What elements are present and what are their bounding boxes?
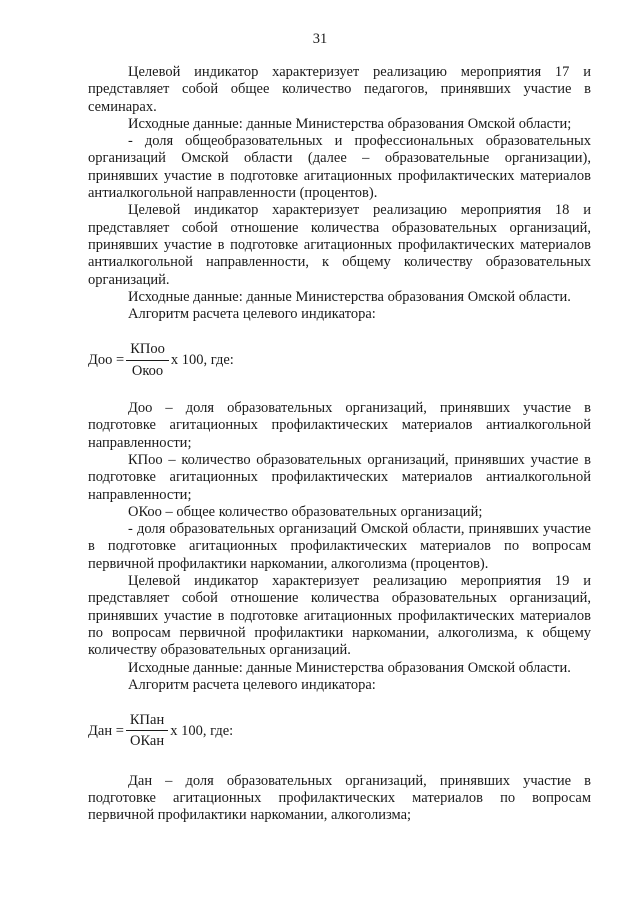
- paragraph: - доля общеобразовательных и профессиональных образовательных организаций Омской области (далее – образовательные организации), принявших участие в подготовке агитационных профилактических материалов антиалкогольной направленности (процентов).: [88, 133, 591, 202]
- formula-denominator: ОКан: [129, 733, 165, 750]
- paragraph: Исходные данные: данные Министерства образования Омской области.: [128, 659, 571, 676]
- page-number: 31: [312, 31, 328, 47]
- body-text: [88, 64, 591, 825]
- formula-doo: [88, 341, 591, 380]
- formula-lhs: Дан =: [88, 722, 124, 739]
- paragraph: Алгоритм расчета целевого индикатора:: [128, 676, 376, 693]
- paragraph: Целевой индикатор характеризует реализацию мероприятия 19 и представляет собой отношение количества образовательных организаций, принявших участие в подготовке агитационных профилактических материалов по вопросам первичной профилактики наркомании, алкоголизма, к общему количеству образовательных организаций.: [88, 573, 591, 659]
- formula-dan: [88, 712, 591, 751]
- paragraph: Доо – доля образовательных организаций, принявших участие в подготовке агитационных профилактических материалов антиалкогольной направленности;: [88, 400, 591, 451]
- paragraph: Алгоритм расчета целевого индикатора:: [128, 306, 376, 323]
- formula-rhs: х 100, где:: [170, 352, 234, 369]
- paragraph: ОКоо – общее количество образовательных организаций;: [128, 503, 483, 520]
- formula-lhs: Доо =: [88, 352, 125, 369]
- formula-rhs: х 100, где:: [170, 722, 234, 739]
- formula-numerator: КПоо: [126, 341, 169, 360]
- paragraph: Целевой индикатор характеризует реализацию мероприятия 18 и представляет собой отношение количества образовательных организаций, принявших участие в подготовке агитационных профилактических материалов антиалкогольной направленности, к общему количеству образовательных организаций.: [88, 202, 591, 288]
- formula-fraction: [126, 712, 168, 751]
- formula-numerator: КПан: [126, 712, 168, 731]
- formula-fraction: [126, 341, 169, 380]
- paragraph: Целевой индикатор характеризует реализацию мероприятия 17 и представляет собой общее количество педагогов, принявших участие в семинарах.: [88, 64, 591, 115]
- formula-denominator: Окоо: [131, 362, 164, 379]
- paragraph: Дан – доля образовательных организаций, принявших участие в подготовке агитационных профилактических материалов по вопросам первичной профилактики наркомании, алкоголизма;: [88, 772, 591, 824]
- paragraph: Исходные данные: данные Министерства образования Омской области;: [128, 115, 572, 132]
- paragraph: - доля образовательных организаций Омской области, принявших участие в подготовке агитационных профилактических материалов по вопросам первичной профилактики наркомании, алкоголизма (процентов).: [88, 521, 591, 572]
- paragraph: Исходные данные: данные Министерства образования Омской области.: [128, 288, 571, 305]
- paragraph: КПоо – количество образовательных организаций, принявших участие в подготовке агитационных профилактических материалов антиалкогольной направленности;: [88, 451, 591, 503]
